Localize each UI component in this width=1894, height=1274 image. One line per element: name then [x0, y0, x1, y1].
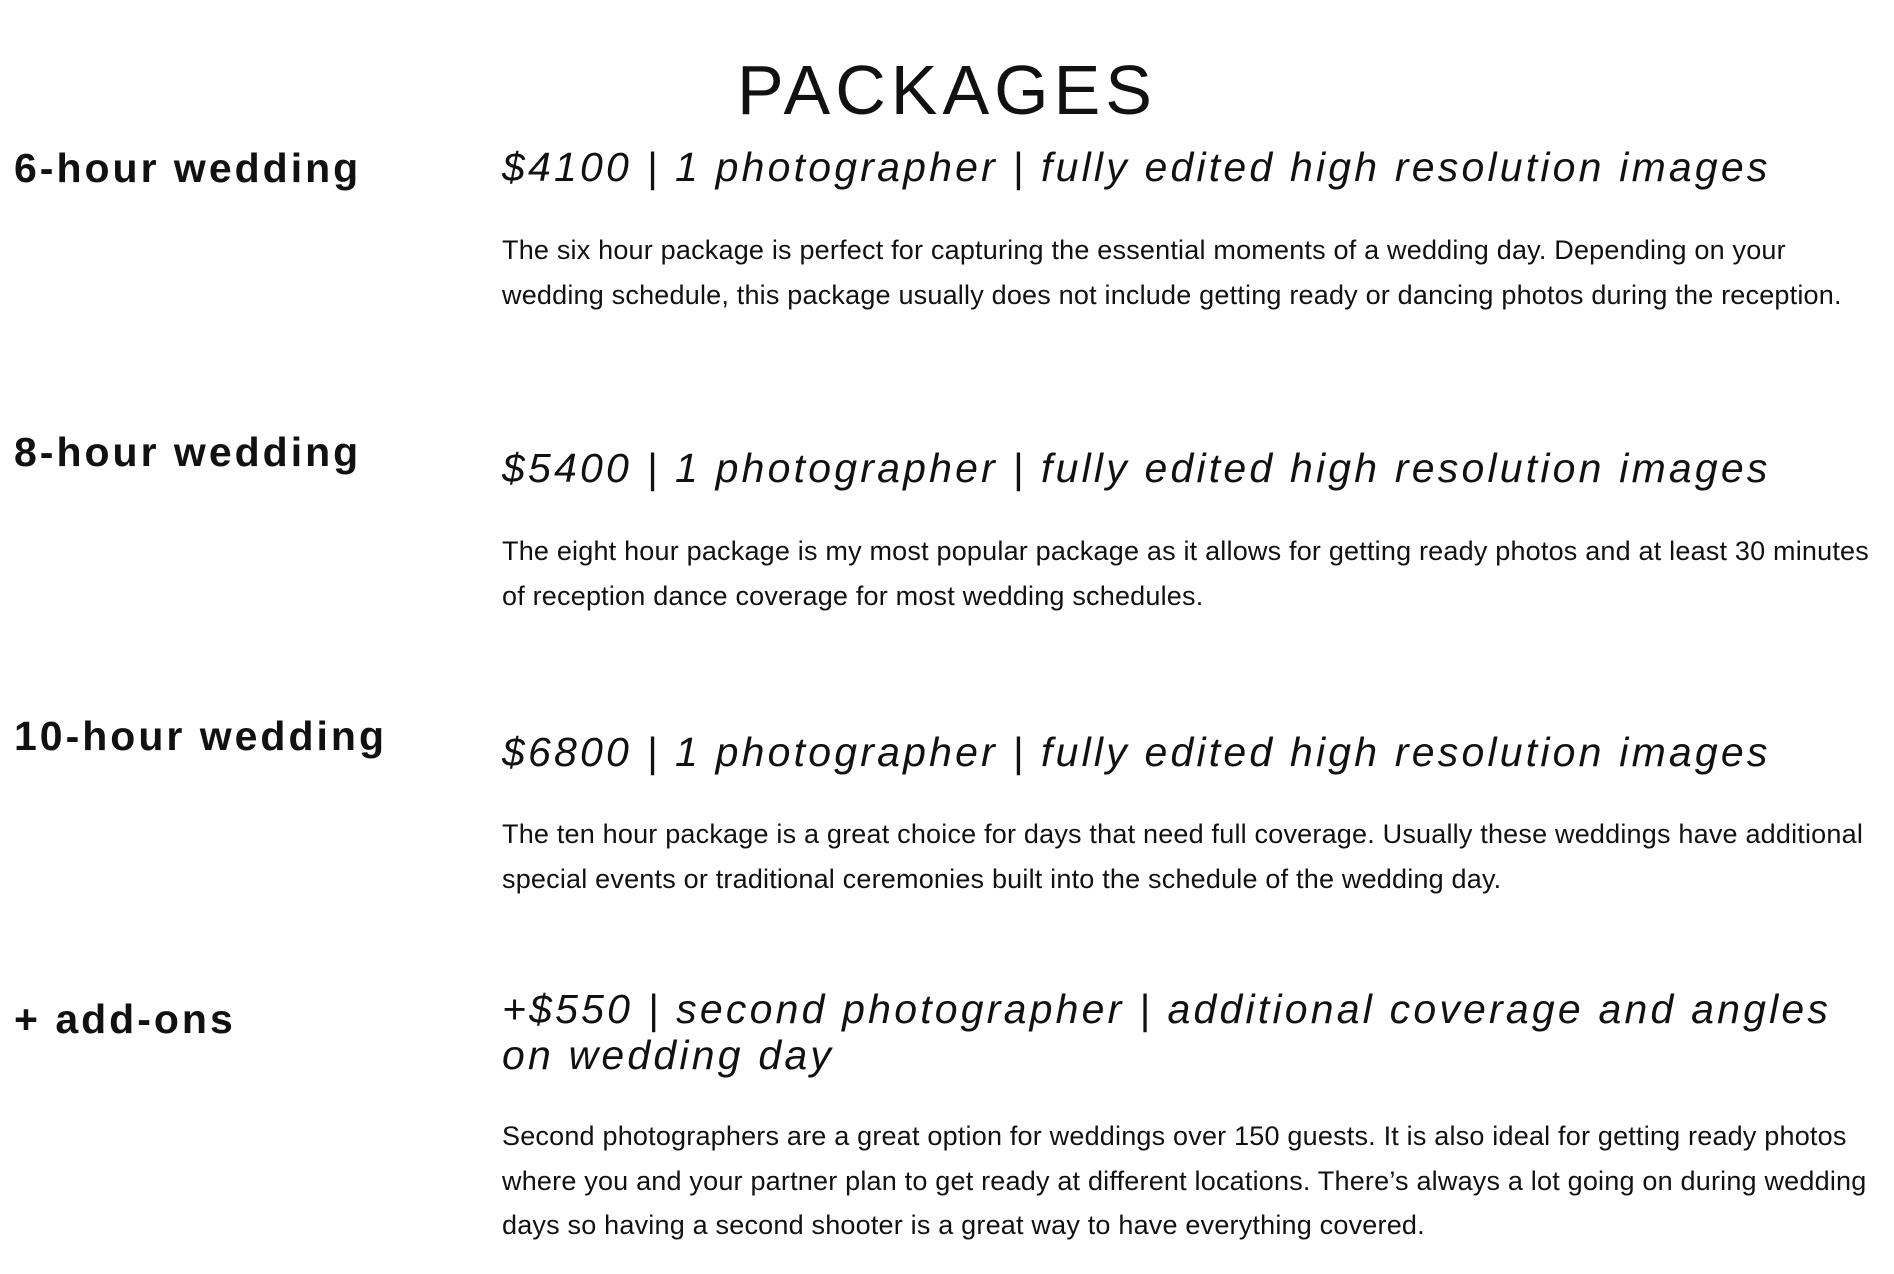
- package-name-6-hour: 6-hour wedding: [14, 145, 362, 191]
- package-name-add-ons: + add-ons: [14, 996, 236, 1042]
- package-description-10-hour: The ten hour package is a great choice for days that need full coverage. Usually these weddings have additional special events or traditional ceremonies built into the schedule of the wedding day.: [502, 819, 1864, 894]
- package-headline-6-hour: $4100 | 1 photographer | fully edited high resolution images: [502, 144, 1771, 190]
- package-headline-add-ons: +$550 | second photographer | additional coverage and angles on wedding day: [502, 986, 1832, 1078]
- package-name-8-hour: 8-hour wedding: [14, 429, 362, 475]
- package-description-add-ons: Second photographers are a great option for weddings over 150 guests. It is also ideal for getting ready photos where you and your partner plan to get ready at different locations. There’s always a lot going on during wedding days so having a second shooter is a great way to have everything covered.: [502, 1121, 1867, 1240]
- package-description-6-hour: The six hour package is perfect for capturing the essential moments of a wedding day. Depending on your wedding schedule, this package usually does not include getting ready or dancing photos during the reception.: [502, 235, 1842, 310]
- package-headline-8-hour: $5400 | 1 photographer | fully edited high resolution images: [502, 445, 1771, 491]
- package-name-10-hour: 10-hour wedding: [14, 713, 387, 759]
- package-headline-10-hour: $6800 | 1 photographer | fully edited high resolution images: [502, 729, 1771, 775]
- page-title: PACKAGES: [737, 50, 1157, 129]
- package-description-8-hour: The eight hour package is my most popular package as it allows for getting ready photos and at least 30 minutes of reception dance coverage for most wedding schedules.: [502, 536, 1869, 611]
